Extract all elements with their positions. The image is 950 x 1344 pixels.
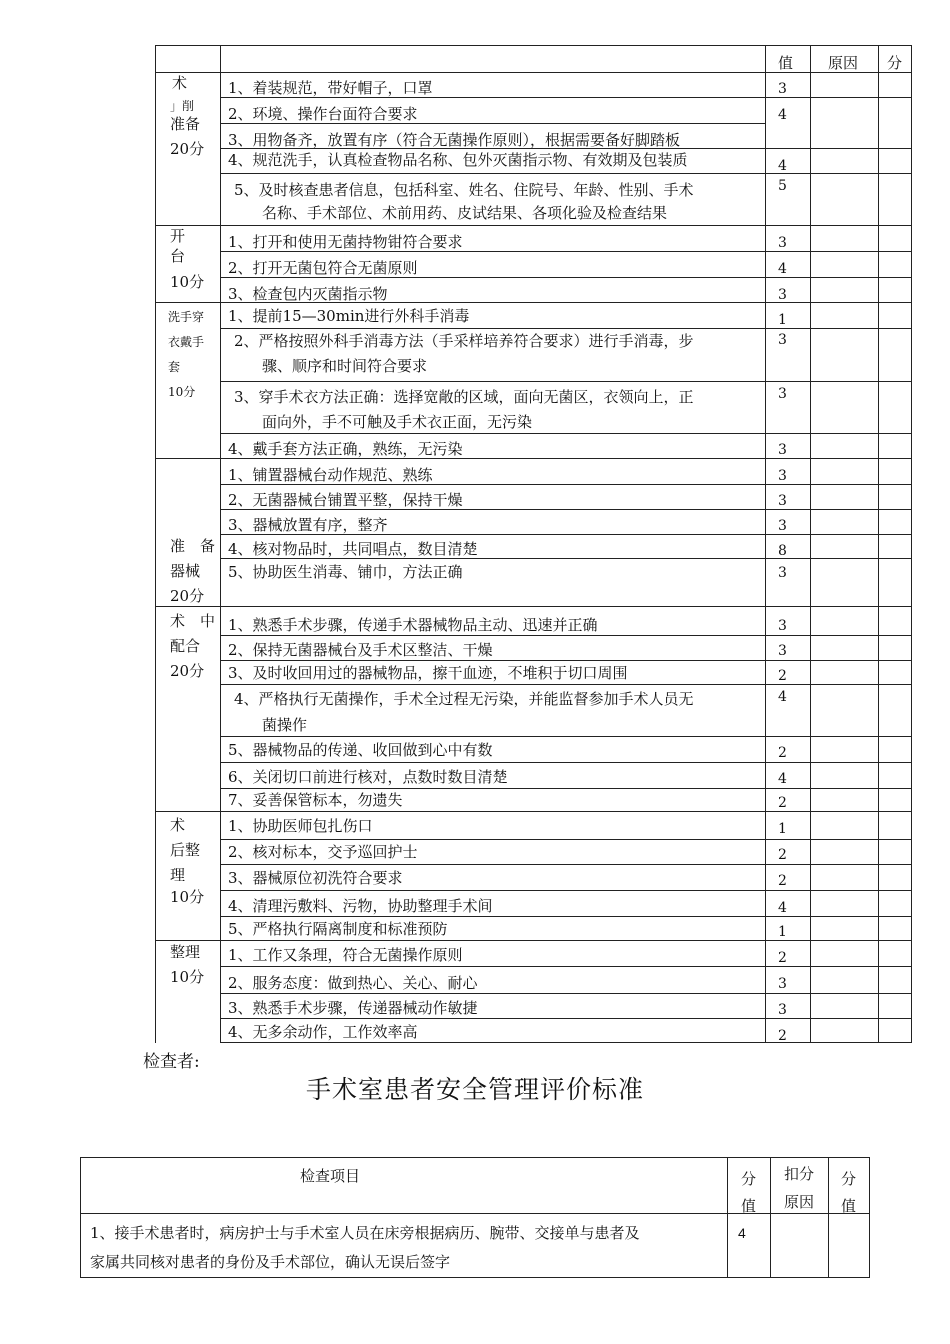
row-line — [220, 484, 911, 485]
category-label: 准备 — [170, 115, 201, 133]
item-text: 3、器械放置有序，整齐 — [228, 516, 388, 534]
category-label: 术 中 — [170, 612, 216, 630]
item-text: 2、核对标本，交予巡回护士 — [228, 843, 418, 861]
category-label: 10分 — [170, 968, 205, 986]
item-text: 2、打开无菌包符合无菌原则 — [228, 259, 418, 277]
item-text: 1、工作又条理，符合无菌操作原则 — [228, 946, 463, 964]
category-label: 术 — [170, 816, 186, 834]
item-text: 4、无多余动作，工作效率高 — [228, 1023, 418, 1041]
table-border — [878, 45, 879, 1043]
row-text: 1、接手术患者时，病房护士与手术室人员在床旁根据病历、腕带、交接单与患者及 — [90, 1224, 640, 1242]
header-value: 值 — [778, 54, 794, 72]
header-score: 分 — [887, 54, 903, 72]
item-text: 4、严格执行无菌操作，手术全过程无污染，并能监督参加手术人员无 — [234, 690, 694, 708]
item-value: 4 — [778, 158, 787, 174]
table-border — [869, 1157, 870, 1278]
item-value: 1 — [778, 312, 787, 328]
item-text: 2、服务态度：做到热心、关心、耐心 — [228, 974, 478, 992]
item-value: 1 — [778, 924, 787, 940]
category-label: 洗手穿 — [168, 310, 205, 324]
row-line — [220, 1018, 911, 1019]
item-value: 4 — [778, 771, 787, 787]
table-border — [765, 45, 766, 1043]
item-text: 1、着装规范，带好帽子，口罩 — [228, 79, 433, 97]
item-text: 3、穿手术衣方法正确：选择宽敞的区域，面向无菌区，衣领向上，正 — [234, 388, 694, 406]
category-label: 术 — [172, 74, 188, 92]
category-label: 整理 — [170, 943, 201, 961]
item-text: 菌操作 — [262, 716, 308, 734]
table-border — [220, 45, 221, 1043]
item-text: 4、清理污敷料、污物，协助整理手术间 — [228, 897, 493, 915]
row-line — [220, 660, 911, 661]
item-value: 3 — [778, 565, 787, 581]
item-text: 3、及时收回用过的器械物品，擦干血迹，不堆积于切口周围 — [228, 664, 628, 682]
header-deduct-reason: 原因 — [783, 1193, 814, 1211]
item-text: 1、铺置器械台动作规范、熟练 — [228, 466, 433, 484]
row-line — [220, 328, 911, 329]
item-text: 3、器械原位初洗符合要求 — [228, 869, 403, 887]
header-final-score: 分 — [840, 1170, 856, 1188]
item-text: 3、检查包内灭菌指示物 — [228, 285, 388, 303]
table-border — [80, 1277, 870, 1278]
category-label: 后整 — [170, 841, 201, 859]
category-label: 准 备 — [170, 537, 216, 555]
item-text: 4、戴手套方法正确，熟练，无污染 — [228, 440, 463, 458]
item-value: 3 — [778, 81, 787, 97]
category-label: 20分 — [170, 662, 205, 680]
table-border — [220, 1042, 912, 1043]
row-line — [220, 762, 911, 763]
item-text: 1、打开和使用无菌持物钳符合要求 — [228, 233, 463, 251]
row-line — [220, 534, 911, 535]
category-label: 10分 — [170, 273, 205, 291]
row-line — [220, 173, 911, 174]
header-score: 值 — [740, 1197, 756, 1215]
row-line — [220, 509, 911, 510]
row-line — [220, 788, 911, 789]
category-label: 套 — [168, 360, 181, 374]
item-text: 2、保持无菌器械台及手术区整洁、干燥 — [228, 641, 493, 659]
item-value: 3 — [778, 1002, 787, 1018]
page-title: 手术室患者安全管理评价标准 — [305, 1075, 644, 1104]
item-text: 5、严格执行隔离制度和标准预防 — [228, 920, 448, 938]
row-line — [220, 736, 911, 737]
item-value: 4 — [778, 107, 787, 123]
item-text: 4、规范洗手，认真检查物品名称、包外灭菌指示物、有效期及包装质 — [228, 151, 688, 169]
table-border — [80, 1157, 870, 1158]
category-label: 衣戴手 — [168, 335, 205, 349]
item-value: 2 — [778, 1028, 787, 1044]
row-line — [220, 916, 911, 917]
category-label: 配合 — [170, 637, 201, 655]
category-label: 台 — [170, 247, 186, 265]
item-value: 3 — [778, 518, 787, 534]
category-label: 10分 — [170, 888, 205, 906]
row-line — [220, 890, 911, 891]
item-value: 3 — [778, 493, 787, 509]
table-border — [911, 45, 912, 1043]
row-line — [220, 433, 911, 434]
item-value: 5 — [778, 178, 787, 194]
item-value: 3 — [778, 643, 787, 659]
item-text: 骤、顺序和时间符合要求 — [262, 357, 428, 375]
category-label: 理 — [170, 866, 186, 884]
row-text: 家属共同核对患者的身份及手术部位，确认无误后签字 — [90, 1253, 451, 1271]
item-value: 3 — [778, 618, 787, 634]
row-line — [220, 993, 911, 994]
row-value: 4 — [738, 1225, 746, 1241]
row-line — [220, 966, 911, 967]
header-check-item: 检查项目 — [299, 1167, 360, 1185]
row-line — [220, 251, 911, 252]
item-value: 4 — [778, 900, 787, 916]
row-line — [220, 864, 911, 865]
item-value: 2 — [778, 795, 787, 811]
item-text: 5、器械物品的传递、收回做到心中有数 — [228, 741, 493, 759]
item-text: 6、关闭切口前进行核对，点数时数目清楚 — [228, 768, 508, 786]
table-border — [155, 45, 912, 46]
table-border — [155, 72, 912, 73]
item-text: 2、无菌器械台铺置平整，保持干燥 — [228, 491, 463, 509]
header-score: 分 — [740, 1170, 756, 1188]
item-value: 2 — [778, 745, 787, 761]
item-text: 面向外，手不可触及手术衣正面，无污染 — [262, 413, 533, 431]
category-label: 20分 — [170, 587, 205, 605]
table-border — [80, 1157, 81, 1278]
category-label: 10分 — [168, 385, 196, 399]
item-text: 7、妥善保管标本，勿遗失 — [228, 791, 403, 809]
header-deduct-reason: 扣分 — [783, 1165, 814, 1183]
item-value: 3 — [778, 287, 787, 303]
section-line — [155, 606, 911, 607]
section-line — [155, 940, 911, 941]
item-value: 3 — [778, 468, 787, 484]
row-line — [220, 684, 911, 685]
item-value: 3 — [778, 976, 787, 992]
header-final-score: 值 — [840, 1197, 856, 1215]
section-line — [155, 225, 911, 226]
category-label: 器械 — [170, 562, 201, 580]
item-text: 2、环境、操作台面符合要求 — [228, 105, 418, 123]
header-reason: 原因 — [828, 54, 859, 72]
row-line — [220, 635, 911, 636]
table-border — [155, 45, 156, 1043]
table-border — [810, 45, 811, 1043]
row-line — [220, 97, 911, 98]
row-line — [220, 558, 911, 559]
item-value: 1 — [778, 821, 787, 837]
item-value: 2 — [778, 847, 787, 863]
row-line — [220, 381, 911, 382]
row-line — [220, 123, 766, 124]
item-text: 5、协助医生消毒、铺巾，方法正确 — [228, 563, 463, 581]
item-value: 3 — [778, 235, 787, 251]
item-text: 名称、手术部位、术前用药、皮试结果、各项化验及检查结果 — [262, 204, 668, 222]
item-text: 3、用物备齐，放置有序（符合无菌操作原则），根据需要备好脚踏板 — [228, 131, 681, 149]
item-text: 3、熟悉手术步骤，传递器械动作敏捷 — [228, 999, 478, 1017]
item-value: 4 — [778, 689, 787, 705]
item-value: 8 — [778, 543, 787, 559]
item-value: 3 — [778, 332, 787, 348]
section-line — [155, 811, 911, 812]
item-text: 1、协助医师包扎伤口 — [228, 817, 373, 835]
item-text: 1、提前15—30min进行外科手消毒 — [228, 307, 470, 325]
item-value: 2 — [778, 950, 787, 966]
item-value: 2 — [778, 873, 787, 889]
item-text: 5、及时核查患者信息，包括科室、姓名、住院号、年龄、性别、手术 — [234, 181, 694, 199]
category-label: 开 — [170, 227, 186, 245]
item-text: 4、核对物品时，共同唱点，数目清楚 — [228, 540, 478, 558]
category-label: 」削 — [170, 99, 195, 113]
row-line — [220, 277, 911, 278]
item-text: 2、严格按照外科手消毒方法（手采样培养符合要求）进行手消毒，步 — [234, 332, 694, 350]
row-line — [220, 839, 911, 840]
section-line — [155, 458, 911, 459]
inspector-label: 检查者: — [143, 1052, 200, 1072]
item-text: 1、熟悉手术步骤，传递手术器械物品主动、迅速并正确 — [228, 616, 598, 634]
item-value: 4 — [778, 261, 787, 277]
item-value: 3 — [778, 386, 787, 402]
category-label: 20分 — [170, 140, 205, 158]
item-value: 3 — [778, 442, 787, 458]
item-value: 2 — [778, 668, 787, 684]
